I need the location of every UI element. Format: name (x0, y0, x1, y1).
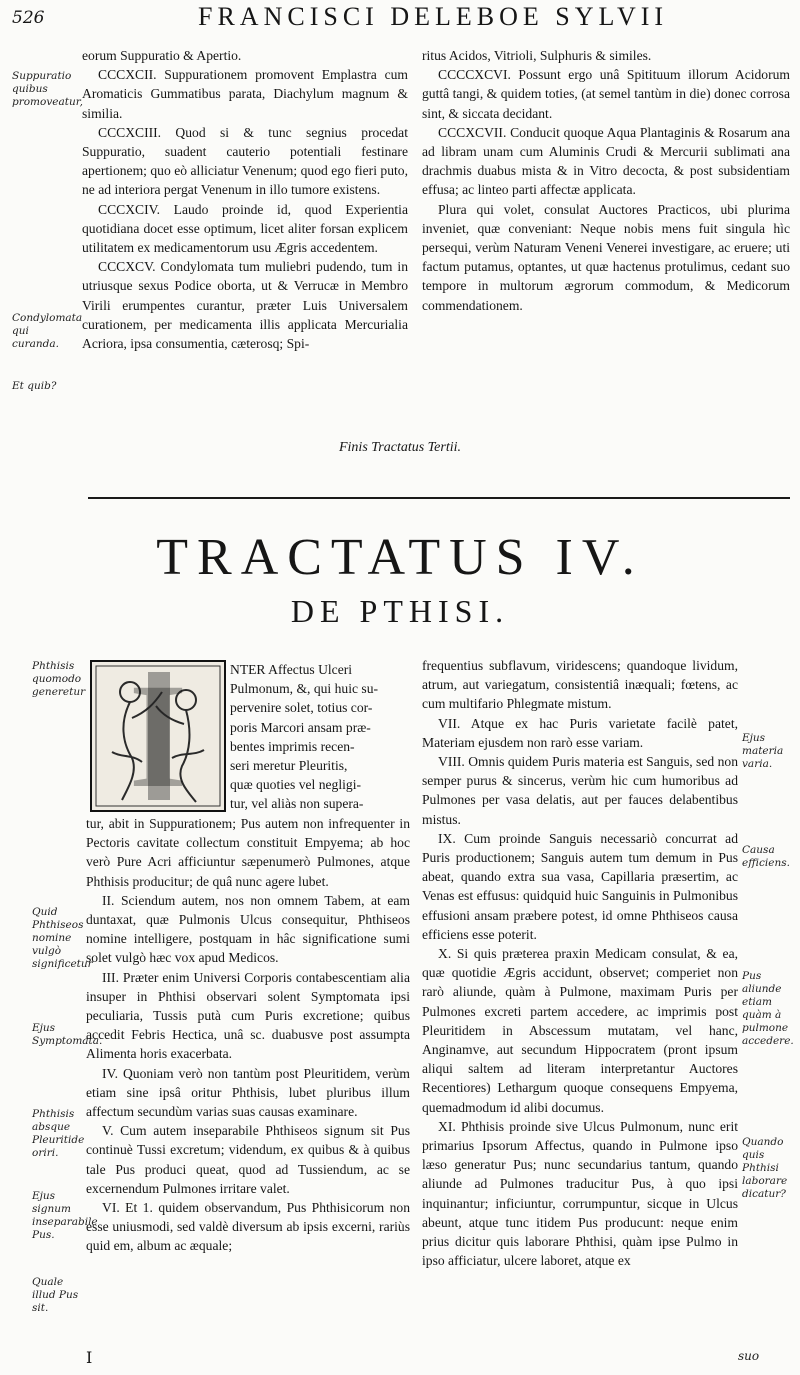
paragraph: Plura qui volet, consulat Auctores Practicos, ubi plurima inveniet, quæ conveniant: Neque nobis mens fuit singula hìc persequi, verùm Naturam Veneni Venerei investigare, ac eruere; uti factum putamus, optantes, ut quæ hactenus protulimus, cedant suo tempore in multorum ægrorum commodum, & Medicorum commendationem. (422, 201, 790, 313)
finis-line: Finis Tractatus Tertii. (338, 440, 461, 455)
paragraph: tur, abit in Suppurationem; Pus autem non infrequenter in Pectoris cavitate collectum constituit Empyema; ab hoc verò Pure Acri afficiuntur sæpenumerò Pulmones, atque Phthisis producitur; de quâ nunc agere lubet. (86, 816, 410, 889)
text-column-left (82, 46, 408, 353)
text-line: NTER Affectus Ulceri (230, 662, 353, 677)
decorated-initial (90, 660, 226, 812)
margin-note: Ejus signum inseparabile Pus. (32, 1190, 98, 1241)
margin-note: Suppuratio quibus promoveatur, (12, 70, 83, 108)
margin-note: Quid Phthiseos nomine vulgò significetur (32, 906, 93, 970)
text-line: pervenire solet, totius cor- (230, 700, 373, 716)
paragraph: III. Præter enim Universi Corporis contabescentiam alia insuper in Phthisi observari solent Symptomata ipsi peculiaria, Tussis putà cum Puris excretione; quibus accedit Febris Hectica, unâ sc. duabusve post assumpta Alimenta horis exacerbata. (86, 969, 410, 1062)
paragraph: X. Si quis præterea praxin Medicam consulat, & ea, quæ quotidie Ægris accidunt, observet; comperiet non rarò aliunde, quàm à Pulmone, maximam Puris per Pulmones excreti partem accedere, ac imprimis post Pleuritidem in Abscessum mutatam, vel hanc, Anginamve, aut secundum Hippocratem (pront ipsum aliqui saltem ad literam interpretantur Auctores Recentiores) Lethargum quoque consequens Empyema, quemadmodum id alibi documus. (422, 946, 738, 1115)
text-line: poris Marcori ansam præ- (230, 719, 371, 735)
text-line: quæ quoties vel negligi- (230, 777, 362, 793)
margin-note: Ejus materia varia. (742, 732, 784, 770)
paragraph: VIII. Omnis quidem Puris materia est Sanguis, sed non semper purus & sincerus, verùm hic cum humoribus ad Pulmones per vasa delatis, aut per fauces delabentibus mistus. (422, 754, 738, 827)
paragraph: CCCXCIV. Laudo proinde id, quod Experientia quotidiana docet esse optimum, licet aliter forsan explicem utilitatem ex medicamentorum usu Ægris accedentem. (82, 201, 408, 256)
paragraph: CCCXCV. Condylomata tum muliebri pudendo, tum in utriusque sexus Podice oborta, ut & Verrucæ in Membro Virili erumpentes curantur, præter Luis Universalem curationem, per medicamenta illis applicata Mercurialia Acriora, ipsa consumentia, cæterosq; Spi- (82, 259, 408, 352)
margin-note: Causa efficiens. (742, 844, 790, 869)
text-column-right (422, 46, 790, 315)
paragraph: frequentius subflavum, viridescens; quandoque lividum, atrum, aut variegatum, consistentiâ inæquali; fœtens, ac cum multifario Phlegmate mistum. (422, 658, 738, 712)
margin-note: Et quib? (12, 380, 57, 392)
paragraph: XI. Phthisis proinde sive Ulcus Pulmonum, nunc erit primarius Ipsorum Affectus, quando in Pulmone ipso læso generatur Pus; nunc secundarius tantum, quando aliunde ad Pulmones traducitur Pus, à quo ipsi inquinantur; inficiuntur, corrumpuntur, sicque in Ulcus abeunt, atque tunc itidem Pus producunt: neque enim prius dicitur quis laborare Phthisi, quàm ipse Pulmo in ipso afficiatur, ulcere laboret, atque ex (422, 1118, 738, 1269)
paragraph: II. Sciendum autem, nos non omnem Tabem, at eam duntaxat, quæ Pulmonis Ulcus consequitur, Phthiseos nomine intelligere, postquam in hâc significatione sumi solet vulgò hæc vox apud Medicos. (86, 892, 410, 966)
text-line: bentes imprimis recen- (230, 738, 355, 754)
paragraph: IV. Quoniam verò non tantùm post Pleuritidem, verùm etiam sine ipsâ oritur Phthisis, lubet pluribus illum affectum secundùm varias suas causas examinare. (86, 1065, 410, 1120)
catchword: suo (738, 1349, 760, 1363)
section-divider (88, 497, 790, 499)
page-number: 526 (12, 8, 45, 28)
margin-note: Quando quis Phthisi laborare dicatur? (742, 1136, 788, 1200)
tractatus-title: TRACTATUS IV. (156, 529, 644, 586)
margin-note: Quale illud Pus sit. (32, 1276, 79, 1314)
paragraph: eorum Suppuratio & Apertio. (82, 48, 242, 63)
paragraph: IX. Cum proinde Sanguis necessariò concurrat ad Puris productionem; Sanguis autem tum demum in Pus abeat, quando extra sua vasa, Capillaria præsertim, ac Venas est effusus: quidquid huic Sanguinis in Pulmonibus effusioni ansam præbere potest, id omne Phthiseos causa efficiens esse poterit. (422, 830, 738, 942)
margin-note: Condylomata qui curanda. (12, 312, 83, 350)
tractatus-subtitle: DE PTHISI. (290, 593, 510, 629)
margin-note: Phthisis absque Pleuritide oriri. (32, 1108, 85, 1159)
text-line: tur, vel aliàs non supera- (230, 796, 364, 812)
paragraph: CCCCXCVI. Possunt ergo unâ Spitituum illorum Acidorum guttâ tangi, & quidem toties, (at semel tantùm in die) donec corrosa sint, & siccata decidant. (422, 67, 790, 121)
text-column-left (86, 814, 410, 1256)
margin-note: Pus aliunde etiam quàm à pulmone accedere. (742, 970, 794, 1047)
paragraph: ritus Acidos, Vitrioli, Sulphuris & similes. (422, 48, 652, 63)
text-line: seri meretur Pleuritis, (230, 758, 348, 774)
paragraph: CCCXCIII. Quod si & tunc segnius procedat Suppuratio, suadent cauterio potentiali festinare apertionem; quo eò alliciatur Venenum; quod ego fieri puto, ne ad interiora pergat Venenum in illo tumore existens. (82, 124, 408, 198)
initial-letter: I (128, 660, 188, 812)
text-column-right (422, 656, 738, 1271)
paragraph: VI. Et 1. quidem observandum, Pus Phthisicorum non esse uniusmodi, sed valdè diversum ab ipsis excerni, rariùs quid em, album ac æquale; (86, 1200, 410, 1254)
signature-mark: I (86, 1348, 93, 1367)
running-head: FRANCISCI DELEBOE SYLVII (198, 2, 669, 31)
margin-note: Ejus Symptomata. (32, 1022, 103, 1047)
paragraph: CCCXCVII. Conducit quoque Aqua Plantaginis & Rosarum ana ad libram unam cum Aluminis Crudi & Mercurii sublimati ana drachmis duabus mista & in Vitro decocta, & post subsidentiam effusa; ac linteo parti affectæ applicata. (422, 124, 790, 198)
margin-note: Phthisis quomodo generetur (32, 660, 86, 698)
paragraph: VII. Atque ex hac Puris varietate facilè patet, Materiam ejusdem non rarò esse variam. (422, 715, 738, 750)
text-line: Pulmonum, &, qui huic su- (230, 681, 379, 697)
paragraph: CCCXCII. Suppurationem promovent Emplastra cum Aromaticis Gummatibus parata, Diachylum magnum & similia. (82, 67, 408, 121)
paragraph: V. Cum autem inseparabile Phthiseos signum sit Pus continuè Tussi excretum; videndum, ex quibus & à quibus tale Pus produci queat, quod ad Tussiendum, ac se excernendum Pulmones irritare valet. (86, 1123, 410, 1196)
intro-lines (230, 660, 410, 814)
